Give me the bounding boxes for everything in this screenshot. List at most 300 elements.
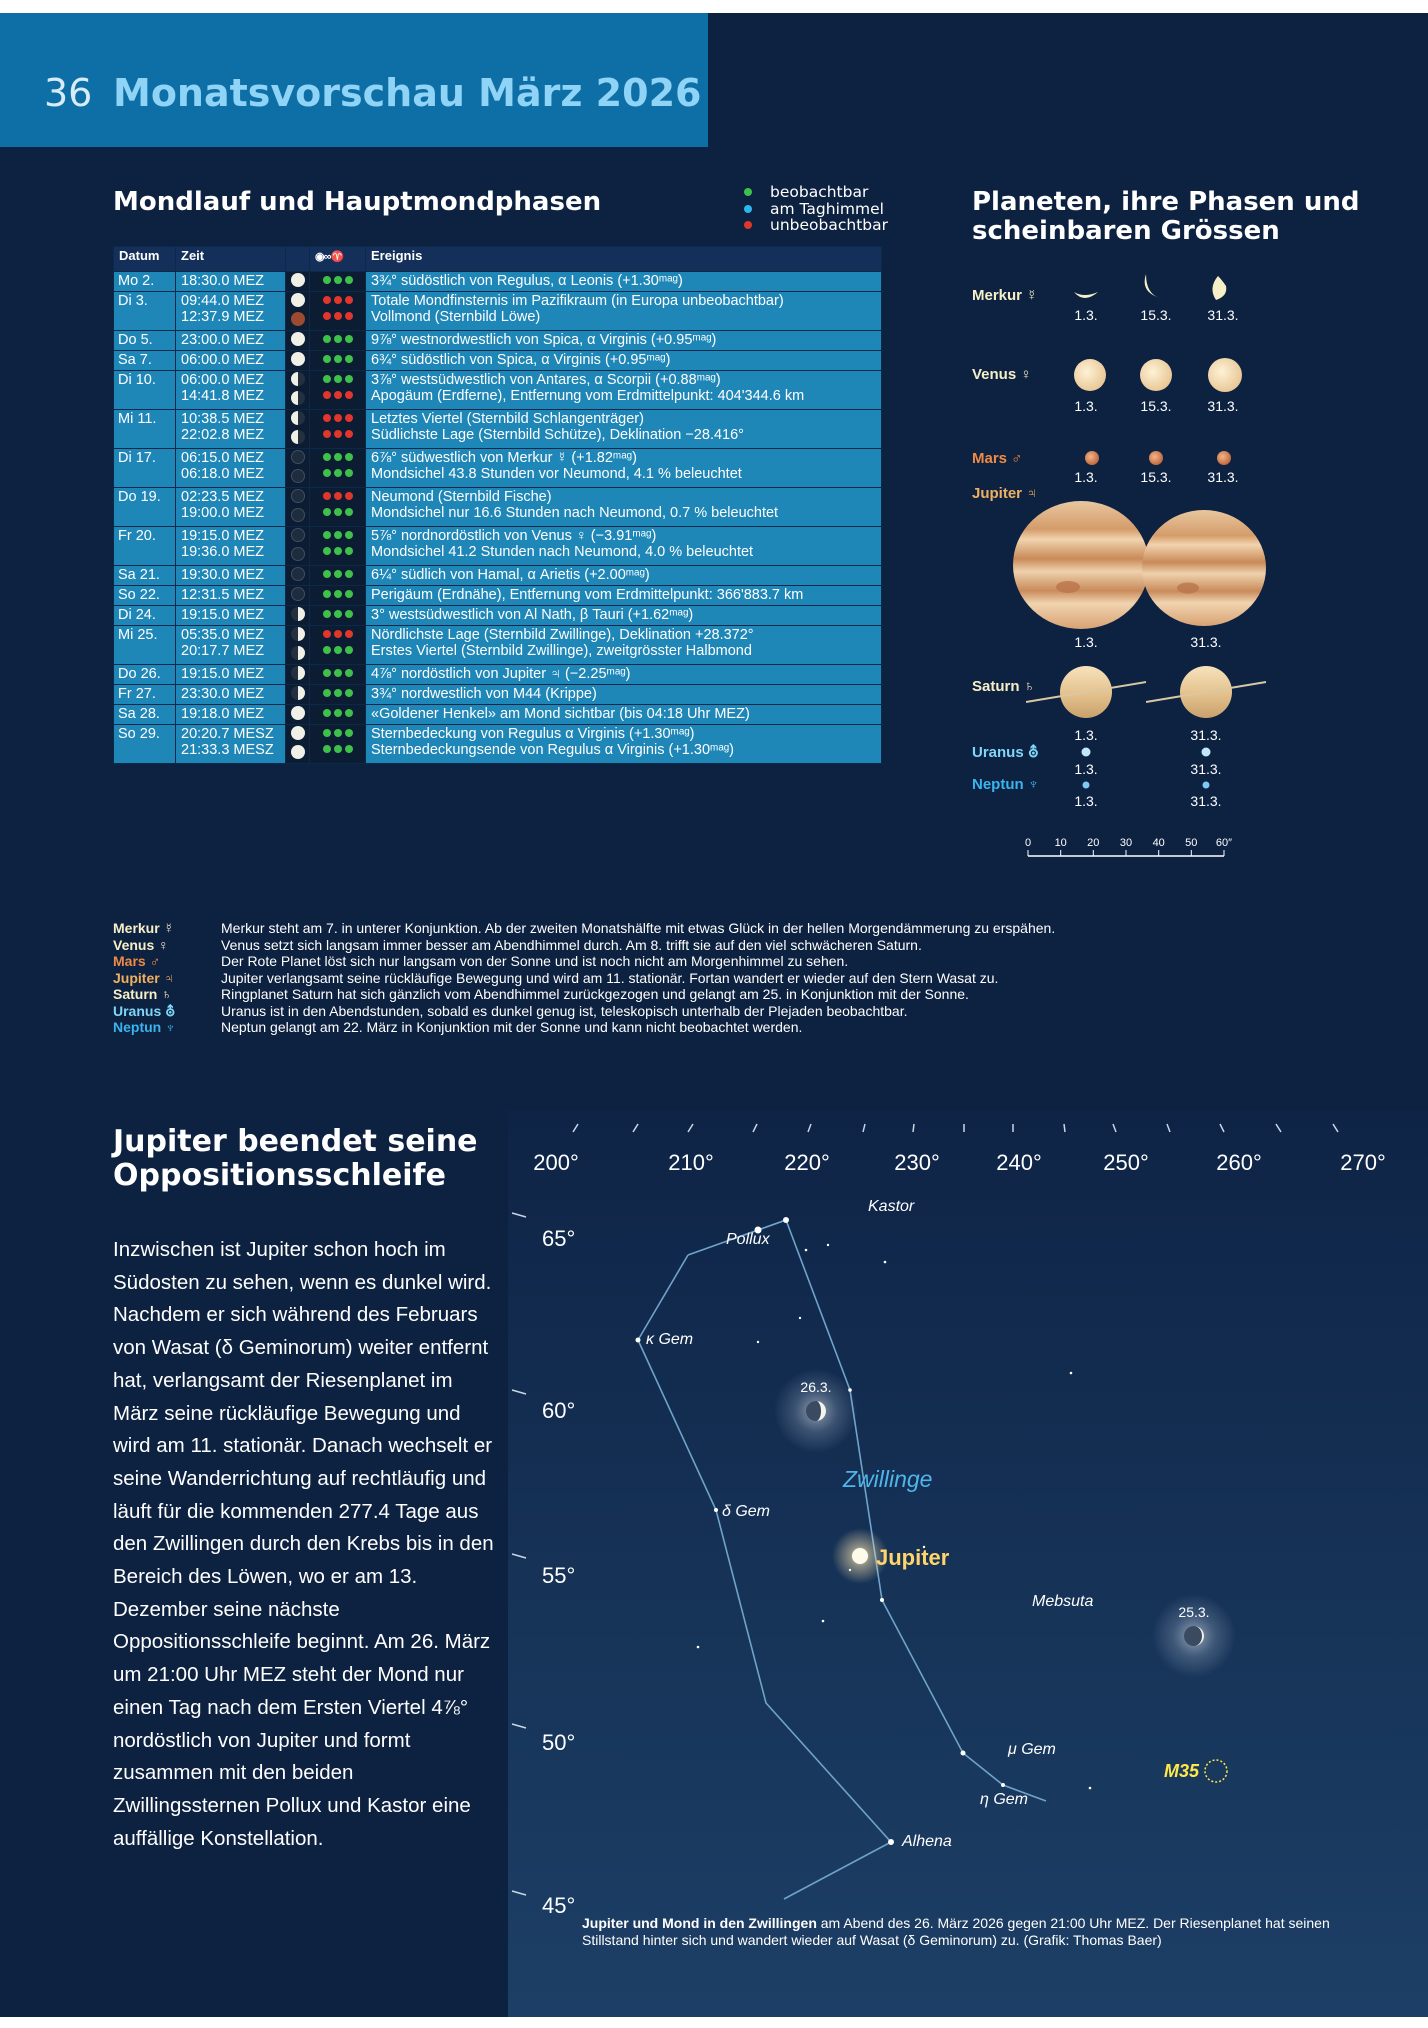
cell-phase [286,449,310,488]
cell-time: 20:20.7 MESZ 21:33.3 MESZ [176,725,286,764]
moon-phase-icon [291,567,305,581]
moon-phase-icon [291,646,305,660]
visibility-dot [323,276,331,284]
date-saturn-31: 31.3. [1190,727,1222,743]
visibility-dot [345,531,353,539]
visibility-dot [323,508,331,516]
visibility-dot [345,276,353,284]
moon-phase-icon [291,666,305,680]
cell-date: Sa 7. [114,351,176,371]
az-240: 240° [996,1150,1042,1175]
cell-phase [286,331,310,351]
label-merkur: Merkur ☿ [972,287,1038,304]
moon-phase-icon [291,508,305,522]
visibility-dot [323,669,331,677]
moon-phase-icon [291,352,305,366]
cell-event: 6¾° südöstlich von Spica, α Virginis (+0.95ᵐᵃᵍ) [366,351,882,371]
jupiter-disc-1 [1013,501,1149,629]
visibility-dots [321,351,354,367]
cell-date: Do 19. [114,488,176,527]
visibility-dot [323,335,331,343]
cell-event: 3° westsüdwestlich von Al Nath, β Tauri (+1.62ᵐᵃᵍ) [366,606,882,626]
az-220: 220° [784,1150,830,1175]
sky-background [508,1110,1428,2017]
cell-phase [286,705,310,725]
visibility-dots [321,331,354,347]
merkur-phase-15 [1145,274,1160,298]
moon-phase-icon [291,489,305,503]
cell-phase [286,488,310,527]
visibility-dot [323,689,331,697]
cell-time: 23:00.0 MEZ [176,331,286,351]
visibility-dot [345,375,353,383]
label-jupiter: Jupiter ♃ [972,485,1038,502]
visibility-dots [321,387,354,403]
moon-table-row [114,371,882,410]
visibility-dot [345,646,353,654]
visibility-dot [345,355,353,363]
visibility-dots [321,308,354,324]
cell-event: 3¾° nordwestlich von M44 (Krippe) [366,685,882,705]
visibility-dot [334,276,342,284]
visibility-dot [345,508,353,516]
legend-item-unobservable: unbeobachtbar [740,217,888,234]
moon-phase-icon [291,469,305,483]
label-alhena: Alhena [902,1833,952,1850]
visibility-dot [334,469,342,477]
cell-time: 19:15.0 MEZ [176,606,286,626]
cell-visibility [310,725,366,764]
cell-time: 06:00.0 MEZ [176,351,286,371]
cell-visibility [310,705,366,725]
az-200: 200° [533,1150,579,1175]
cell-date: Do 26. [114,665,176,685]
visibility-dot [334,375,342,383]
date-saturn-1: 1.3. [1074,727,1098,743]
visibility-dots [321,665,354,681]
cell-phase [286,626,310,665]
visibility-dot [323,630,331,638]
visibility-dot [345,414,353,422]
cell-visibility [310,606,366,626]
cell-visibility [310,685,366,705]
date-merkur-15: 15.3. [1140,307,1172,323]
moon-table-row [114,449,882,488]
cell-time: 09:44.0 MEZ 12:37.9 MEZ [176,292,286,331]
visibility-dot [345,590,353,598]
cell-visibility [310,527,366,566]
visibility-dot [345,709,353,717]
visibility-dot [323,391,331,399]
moon-table-row [114,665,882,685]
visibility-dot [323,430,331,438]
visibility-dot [323,547,331,555]
visibility-dot [323,709,331,717]
col-ereignis: Ereignis [366,247,882,272]
cell-visibility [310,351,366,371]
az-210: 210° [668,1150,714,1175]
cell-visibility [310,292,366,331]
saturn-disc-1 [1026,666,1146,718]
cell-time: 06:15.0 MEZ 06:18.0 MEZ [176,449,286,488]
date-jupiter-31: 31.3. [1190,634,1222,650]
cell-visibility [310,272,366,292]
cell-phase [286,566,310,586]
venus-phase-1 [1074,359,1106,391]
scale-0: 0 [1024,837,1032,849]
cell-date: Di 17. [114,449,176,488]
moon-phase-icon [291,547,305,561]
scale-10: 10 [1054,837,1067,849]
moon-phase-icon [291,450,305,464]
visibility-dot [323,312,331,320]
date-mars-31: 31.3. [1207,469,1239,485]
visibility-dot [334,312,342,320]
uranus-disc-1 [1082,748,1091,757]
cell-event: «Goldener Henkel» am Mond sichtbar (bis 04:18 Uhr MEZ) [366,705,882,725]
moon-table-row [114,272,882,292]
moon-phase-icon [291,332,305,346]
cell-date: Fr 27. [114,685,176,705]
visibility-dot [323,610,331,618]
moon-marker-25 [1152,1594,1236,1678]
date-mars-15: 15.3. [1140,469,1172,485]
alt-45: 45° [542,1893,576,1918]
neptun-disc-31 [1203,782,1210,789]
visibility-dot [345,610,353,618]
cell-date: Di 10. [114,371,176,410]
label-kappa-gem: κ Gem [646,1331,694,1348]
visibility-dot [345,492,353,500]
cell-phase [286,685,310,705]
moon-table-row [114,292,882,331]
moon-phase-icon [291,430,305,444]
visibility-dot [334,709,342,717]
star-chart [508,1110,1428,2017]
visibility-legend [740,184,888,234]
alt-50: 50° [542,1730,576,1755]
col-visibility-icons [310,247,366,272]
page-title: Monatsvorschau März 2026 [113,71,702,115]
moon-phase-icon [291,293,305,307]
moon-table-body [114,272,882,764]
label-delta-gem: δ Gem [722,1503,771,1520]
cell-date: So 29. [114,725,176,764]
mars-phase-15 [1149,451,1163,465]
scale-50: 50 [1185,837,1198,849]
visibility-dot [323,729,331,737]
label-mebsuta: Mebsuta [1032,1593,1094,1610]
visibility-dot [334,296,342,304]
visibility-dots [321,465,354,481]
cell-phase [286,725,310,764]
visibility-dot [345,335,353,343]
visibility-dots [321,606,354,622]
az-270: 270° [1340,1150,1386,1175]
visibility-dot [323,469,331,477]
visibility-dots [321,504,354,520]
cell-visibility [310,371,366,410]
cell-event: 9⅞° westnordwestlich von Spica, α Virginis (+0.95ᵐᵃᵍ) [366,331,882,351]
cell-visibility [310,566,366,586]
cell-time: 05:35.0 MEZ 20:17.7 MEZ [176,626,286,665]
alt-55: 55° [542,1563,576,1588]
svg-text:Jupiter: Jupiter [876,1545,950,1570]
alt-60: 60° [542,1398,576,1423]
label-kastor: Kastor [868,1198,915,1215]
constellation-label: Zwillinge [843,1466,933,1492]
legend-dot-red [744,221,752,229]
alt-65: 65° [542,1226,576,1251]
page-number: 36 [44,71,93,115]
visibility-dot [334,669,342,677]
visibility-dots [321,685,354,701]
cell-time: 02:23.5 MEZ 19:00.0 MEZ [176,488,286,527]
visibility-dot [323,531,331,539]
visibility-dot [334,729,342,737]
size-scale [1025,837,1232,856]
date-neptun-1: 1.3. [1074,793,1098,809]
mars-phase-1 [1085,451,1099,465]
visibility-dot [345,469,353,477]
cell-time: 06:00.0 MEZ 14:41.8 MEZ [176,371,286,410]
col-zeit: Zeit [176,247,286,272]
moon-table-row [114,351,882,371]
scale-40: 40 [1152,837,1165,849]
visibility-dot [323,570,331,578]
date-jupiter-1: 1.3. [1074,634,1098,650]
moon-phase-icon [291,706,305,720]
visibility-dot [345,729,353,737]
cell-time: 19:15.0 MEZ [176,665,286,685]
scale-30: 30 [1119,837,1133,849]
date-venus-15: 15.3. [1140,398,1172,414]
cell-phase [286,371,310,410]
scale-60: 60″ [1215,837,1233,849]
header-band [0,13,708,147]
visibility-dots [321,272,354,288]
cell-date: So 22. [114,586,176,606]
cell-date: Do 5. [114,331,176,351]
planet-phases-graphic [960,270,1290,870]
cell-date: Sa 28. [114,705,176,725]
az-250: 250° [1103,1150,1149,1175]
visibility-dot [323,375,331,383]
visibility-dots [321,642,354,658]
date-mars-1: 1.3. [1074,469,1098,485]
visibility-dot [334,570,342,578]
date-uranus-31: 31.3. [1190,761,1222,777]
page-top-border [0,0,1428,13]
cell-date: Mo 2. [114,272,176,292]
article-body: Inzwischen ist Jupiter schon hoch im Südosten zu sehen, wenn es dunkel wird. Nachdem er sich während des Februars von Wasat (δ Geminorum) weiter entfernt hat, verlangsamt der Riesenplanet im März seine rückläufige Bewegung und wird am 11. stationär. Danach wechselt er seine Wanderrichtung auf rechtläufig und läuft für die kommenden 277.4 Tage aus den Zwillingen durch den Krebs bis in den Bereich des Löwen, wo er am 13. Dezember seine nächste Oppositionsschleife beginnt. Am 26. März um 21:00 Uhr MEZ steht der Mond nur einen Tag nach dem Ersten Viertel 4⅞° nordöstlich von Jupiter und formt zusammen mit den beiden Zwillingssternen Pollux und Kastor eine auffällige Konstellation. [113,1238,494,1850]
cell-event: Totale Mondfinsternis im Pazifikraum (in Europa unbeobachtbar) Vollmond (Sternbild Löwe) [366,292,882,331]
visibility-dot [345,669,353,677]
visibility-dot [334,689,342,697]
cell-phase [286,410,310,449]
visibility-dot [345,547,353,555]
visibility-dot [323,646,331,654]
cell-event: Nördlichste Lage (Sternbild Zwillinge), Deklination +28.372° Erstes Viertel (Sternbild Zwillinge), zweitgrösster Halbmond [366,626,882,665]
cell-date: Di 24. [114,606,176,626]
cell-phase [286,606,310,626]
date-venus-1: 1.3. [1074,398,1098,414]
cell-phase [286,527,310,566]
moon-table-row [114,685,882,705]
merkur-phase-31 [1212,276,1226,300]
cell-event: 6⅞° südwestlich von Merkur ☿ (+1.82ᵐᵃᵍ) Mondsichel 43.8 Stunden vor Neumond, 4.1 % beleuchtet [366,449,882,488]
moon-table-row [114,586,882,606]
visibility-dot [334,430,342,438]
visibility-dots [321,586,354,602]
mars-phase-31 [1217,451,1231,465]
cell-event: Letztes Viertel (Sternbild Schlangenträger) Südlichste Lage (Sternbild Schütze), Deklination −28.416° [366,410,882,449]
moon-table-row [114,725,882,764]
visibility-dot [345,689,353,697]
cell-time: 19:30.0 MEZ [176,566,286,586]
cell-visibility [310,331,366,351]
visibility-dot [323,453,331,461]
visibility-dot [334,453,342,461]
visibility-dot [345,391,353,399]
moon-section-title: Mondlauf und Hauptmondphasen [113,187,602,217]
moon-table [113,246,882,764]
svg-text:M35: M35 [1164,1761,1200,1781]
jupiter-disc-31 [1142,510,1266,626]
visibility-dots [321,292,354,308]
moon-phase-icon [291,686,305,700]
visibility-dot [323,296,331,304]
moon-table-row [114,488,882,527]
visibility-dot [334,547,342,555]
cell-visibility [310,488,366,527]
cell-visibility [310,449,366,488]
cell-visibility [310,665,366,685]
cell-time: 18:30.0 MEZ [176,272,286,292]
visibility-dot [345,745,353,753]
visibility-dot [334,590,342,598]
cell-event: 3¾° südöstlich von Regulus, α Leonis (+1.30ᵐᵃᵍ) [366,272,882,292]
visibility-dot [323,492,331,500]
cell-date: Fr 20. [114,527,176,566]
merkur-phase-1 [1074,292,1098,298]
moon-phase-icon [291,726,305,740]
visibility-dot [345,296,353,304]
cell-event: Neumond (Sternbild Fische) Mondsichel nur 16.6 Stunden nach Neumond, 0.7 % beleuchtet [366,488,882,527]
planets-section-title: Planeten, ihre Phasen und scheinbaren Grössen [972,187,1360,246]
date-merkur-1: 1.3. [1074,307,1098,323]
visibility-dot [323,590,331,598]
visibility-dot [345,430,353,438]
cell-event: 4⅞° nordöstlich von Jupiter ♃ (−2.25ᵐᵃᵍ) [366,665,882,685]
moon-phase-icon [291,528,305,542]
cell-time: 19:15.0 MEZ 19:36.0 MEZ [176,527,286,566]
visibility-dots [321,527,354,543]
chart-caption: Jupiter und Mond in den Zwillingen am Abend des 26. März 2026 gegen 21:00 Uhr MEZ. Der Riesenplanet hat seinen Stillstand hinter sich und wandert wieder auf Wasat (δ Geminorum) zu. (Grafik: Thomas Baer) [582,1915,1330,1948]
moon-phase-icon [291,273,305,287]
visibility-dot [334,355,342,363]
cell-event: 6¼° südlich von Hamal, α Arietis (+2.00ᵐᵃᵍ) [366,566,882,586]
moon-table-row [114,606,882,626]
scale-20: 20 [1087,837,1100,849]
visibility-dot [345,630,353,638]
visibility-dot [334,492,342,500]
cell-date: Di 3. [114,292,176,331]
moon-table-row [114,410,882,449]
label-saturn: Saturn ♄ [972,678,1035,695]
visibility-dot [323,355,331,363]
date-venus-31: 31.3. [1207,398,1239,414]
neptun-disc-1 [1083,782,1090,789]
moon-phase-icon [291,745,305,759]
cell-visibility [310,410,366,449]
moon-table-row [114,705,882,725]
visibility-dot [334,414,342,422]
visibility-dot [345,453,353,461]
page-bottom-border [0,2017,1428,2028]
moon-phase-icon [291,312,305,326]
legend-item-daysky: am Taghimmel [740,201,888,218]
date-uranus-1: 1.3. [1074,761,1098,777]
moon-phase-icon [291,607,305,621]
visibility-dots [321,410,354,426]
cell-phase [286,292,310,331]
cell-event: Sternbedeckung von Regulus α Virginis (+1.30ᵐᵃᵍ) Sternbedeckungsende von Regulus α Virginis (+1.30ᵐᵃᵍ) [366,725,882,764]
date-neptun-31: 31.3. [1190,793,1222,809]
cell-time: 10:38.5 MEZ 22:02.8 MEZ [176,410,286,449]
cell-phase [286,272,310,292]
moon-table-header [114,247,882,272]
moon-table-row [114,626,882,665]
cell-phase [286,351,310,371]
col-phase [286,247,310,272]
label-neptun: Neptun ♆ [972,776,1040,793]
visibility-dot [345,570,353,578]
visibility-dot [323,414,331,422]
moon-marker-26 [774,1369,858,1453]
moon-phase-icon [291,587,305,601]
cell-time: 19:18.0 MEZ [176,705,286,725]
moon-phase-icon [291,411,305,425]
label-mars: Mars ♂ [972,450,1023,467]
visibility-dot [334,630,342,638]
visibility-dots [321,488,354,504]
label-venus: Venus ♀ [972,366,1032,383]
visibility-dots [321,543,354,559]
label-uranus: Uranus ⛢ [972,744,1039,761]
visibility-dot [334,335,342,343]
visibility-dots [321,449,354,465]
visibility-dot [323,745,331,753]
uranus-disc-31 [1202,748,1211,757]
visibility-dots [321,371,354,387]
date-merkur-31: 31.3. [1207,307,1239,323]
visibility-dot [334,391,342,399]
venus-phase-15 [1140,359,1172,391]
cell-time: 23:30.0 MEZ [176,685,286,705]
cell-phase [286,665,310,685]
legend-item-observable: beobachtbar [740,184,888,201]
moon-phase-icon [291,372,305,386]
legend-dot-green [744,188,752,196]
visibility-dots [321,741,354,757]
moon-table-row [114,527,882,566]
visibility-dot [334,646,342,654]
cell-event: 3⅞° westsüdwestlich von Antares, α Scorpii (+0.88ᵐᵃᵍ) Apogäum (Erdferne), Entfernung vom Erdmittelpunkt: 404'344.6 km [366,371,882,410]
cell-event: Perigäum (Erdnähe), Entfernung vom Erdmittelpunkt: 366'883.7 km [366,586,882,606]
label-mu-gem: μ Gem [1008,1741,1056,1758]
article-title: Jupiter beendet seine Oppositionsschleife [113,1124,478,1193]
